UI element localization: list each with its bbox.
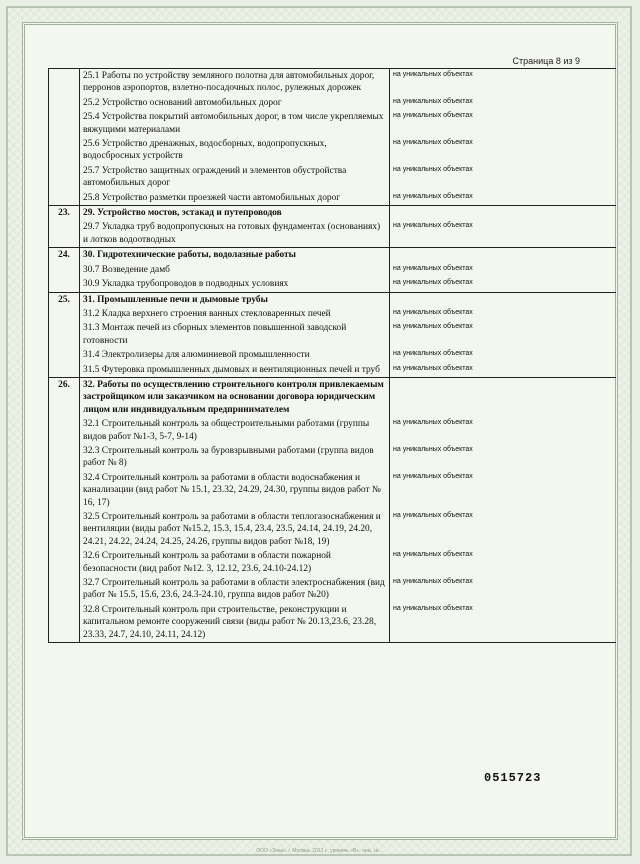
work-item-row xyxy=(49,69,617,96)
work-item-row xyxy=(49,417,617,444)
group-number xyxy=(49,576,80,603)
group-number xyxy=(49,549,80,576)
group-title: 29. Устройство мостов, эстакад и путепроводов xyxy=(80,206,390,221)
group-number xyxy=(49,137,80,164)
work-item-text: 32.4 Строительный контроль за работами в области водоснабжения и канализации (вид работ № 15.1, 23.32, 24.29, 24.30, группы видов работ № 16, 17) xyxy=(80,471,390,510)
work-item-row xyxy=(49,307,617,321)
work-item-text: 31.2 Кладка верхнего строения ванных стекловаренных печей xyxy=(80,307,390,321)
group-number xyxy=(49,277,80,292)
work-item-text: 32.5 Строительный контроль за работами в области теплогазоснабжения и вентиляции (виды работ №15.2, 15.3, 15.4, 23.4, 23.5, 24.14, 24.19, 24.20, 24.21, 24.22, 24.24, 24.25, 24.26, группы видов работ №18, 19) xyxy=(80,510,390,549)
group-number xyxy=(49,96,80,110)
work-item-note: на уникальных объектах xyxy=(393,279,473,287)
work-item-note: на уникальных объектах xyxy=(393,308,473,316)
printer-footer: ООО «Знак», г. Москва, 2012 г., уровень «В», лиц. №… xyxy=(256,848,384,854)
work-item-text: 32.1 Строительный контроль за общестроительными работами (группы видов работ №1-3, 5-7, 9-14) xyxy=(80,417,390,444)
group-number xyxy=(49,471,80,510)
group-header-row xyxy=(49,206,617,221)
work-item-text: 30.7 Возведение дамб xyxy=(80,263,390,277)
work-item-text: 32.7 Строительный контроль за работами в области электроснабжения (вид работ № 15.5, 15.6, 23.6, 24.3-24.10, группа видов работ №20) xyxy=(80,576,390,603)
work-item-text: 25.7 Устройство защитных ограждений и элементов обустройства автомобильных дорог xyxy=(80,164,390,191)
work-item-text: 25.6 Устройство дренажных, водосборных, водопропускных, водосбросных устройств xyxy=(80,137,390,164)
work-item-text: 31.5 Футеровка промышленных дымовых и вентиляционных печей и труб xyxy=(80,363,390,378)
work-item-note xyxy=(390,206,617,221)
work-item-note: на уникальных объектах xyxy=(393,264,473,272)
group-number: 25. xyxy=(49,292,80,307)
group-number xyxy=(49,191,80,206)
work-item-note: на уникальных объектах xyxy=(393,165,473,173)
work-item-note: на уникальных объектах xyxy=(393,192,473,200)
work-item-note: на уникальных объектах xyxy=(393,512,473,519)
serial-number: 0515723 xyxy=(484,771,542,785)
work-item-row xyxy=(49,576,617,603)
work-item-text: 31.4 Электролизеры для алюминиевой промышленности xyxy=(80,348,390,362)
work-item-text: 31.3 Монтаж печей из сборных элементов повышенной заводской готовности xyxy=(80,321,390,348)
work-item-note: на уникальных объектах xyxy=(393,472,473,480)
work-item-text: 32.6 Строительный контроль за работами в области пожарной безопасности (вид работ №12. 3, 12.12, 23.6, 24.10-24.12) xyxy=(80,549,390,576)
work-item-row xyxy=(49,603,617,643)
work-item-row xyxy=(49,471,617,510)
work-item-row xyxy=(49,363,617,378)
work-item-row xyxy=(49,263,617,277)
work-item-note xyxy=(390,377,617,417)
group-number xyxy=(49,307,80,321)
group-title: 31. Промышленные печи и дымовые трубы xyxy=(80,292,390,307)
group-title: 30. Гидротехнические работы, водолазные работы xyxy=(80,248,390,263)
work-item-note: на уникальных объектах xyxy=(393,551,473,559)
work-item-note: на уникальных объектах xyxy=(393,323,473,331)
group-number xyxy=(49,110,80,137)
work-item-row xyxy=(49,110,617,137)
work-item-note: на уникальных объектах xyxy=(393,139,473,147)
work-item-row xyxy=(49,444,617,471)
group-number xyxy=(49,164,80,191)
work-item-note: на уникальных объектах xyxy=(393,350,473,358)
group-number xyxy=(49,348,80,362)
work-item-note: на уникальных объектах xyxy=(393,97,473,105)
works-table xyxy=(48,68,616,643)
group-number xyxy=(49,417,80,444)
group-number xyxy=(49,220,80,247)
group-number: 24. xyxy=(49,248,80,263)
group-number xyxy=(49,603,80,643)
group-number: 23. xyxy=(49,206,80,221)
work-item-row xyxy=(49,510,617,549)
work-item-note: на уникальных объектах xyxy=(393,445,473,453)
group-header-row xyxy=(49,292,617,307)
work-item-text: 25.2 Устройство оснований автомобильных дорог xyxy=(80,96,390,110)
work-item-text: 29.7 Укладка труб водопропускных на готовых фундаментах (основаниях) и лотков водоотводных xyxy=(80,220,390,247)
work-item-note: на уникальных объектах xyxy=(393,578,473,586)
work-item-row xyxy=(49,191,617,206)
page-counter: Страница 8 из 9 xyxy=(512,56,580,66)
work-item-note: на уникальных объектах xyxy=(393,222,473,230)
work-item-text: 30.9 Укладка трубопроводов в подводных условиях xyxy=(80,277,390,292)
work-item-note xyxy=(390,248,617,263)
group-number xyxy=(49,321,80,348)
group-number xyxy=(49,69,80,96)
group-number xyxy=(49,263,80,277)
work-item-row xyxy=(49,220,617,247)
group-number xyxy=(49,510,80,549)
work-item-row xyxy=(49,549,617,576)
work-item-text: 25.4 Устройства покрытий автомобильных дорог, в том числе укрепляемых вяжущими материалами xyxy=(80,110,390,137)
work-item-row xyxy=(49,96,617,110)
work-item-note: на уникальных объектах xyxy=(393,419,473,427)
group-header-row xyxy=(49,377,617,417)
group-number: 26. xyxy=(49,377,80,417)
work-item-note: на уникальных объектах xyxy=(390,603,617,643)
group-number xyxy=(49,444,80,471)
work-item-note xyxy=(390,292,617,307)
work-item-row xyxy=(49,137,617,164)
work-item-row xyxy=(49,321,617,348)
group-header-row xyxy=(49,248,617,263)
work-item-text: 25.1 Работы по устройству земляного полотна для автомобильных дорог, перронов аэропортов, взлетно-посадочных полос, рулежных дорожек xyxy=(80,69,390,96)
work-item-text: 32.8 Строительный контроль при строительстве, реконструкции и капитальном ремонте сооружений связи (виды работ № 20.13,23.6, 23.28, 23.33, 24.7, 24.10, 24.11, 24.12) xyxy=(80,603,390,643)
group-number xyxy=(49,363,80,378)
work-item-text: 32.3 Строительный контроль за буровзрывными работами (группа видов работ № 8) xyxy=(80,444,390,471)
work-item-note: на уникальных объектах xyxy=(393,364,473,372)
work-item-text: 25.8 Устройство разметки проезжей части автомобильных дорог xyxy=(80,191,390,206)
work-item-row xyxy=(49,277,617,292)
work-item-row xyxy=(49,348,617,362)
work-item-note: на уникальных объектах xyxy=(390,69,617,96)
group-title: 32. Работы по осуществлению строительного контроля привлекаемым застройщиком или заказчиком на основании договора юридическим лицом или индивидуальным предпринимателем xyxy=(80,377,390,417)
work-item-row xyxy=(49,164,617,191)
work-item-note: на уникальных объектах xyxy=(393,112,473,120)
